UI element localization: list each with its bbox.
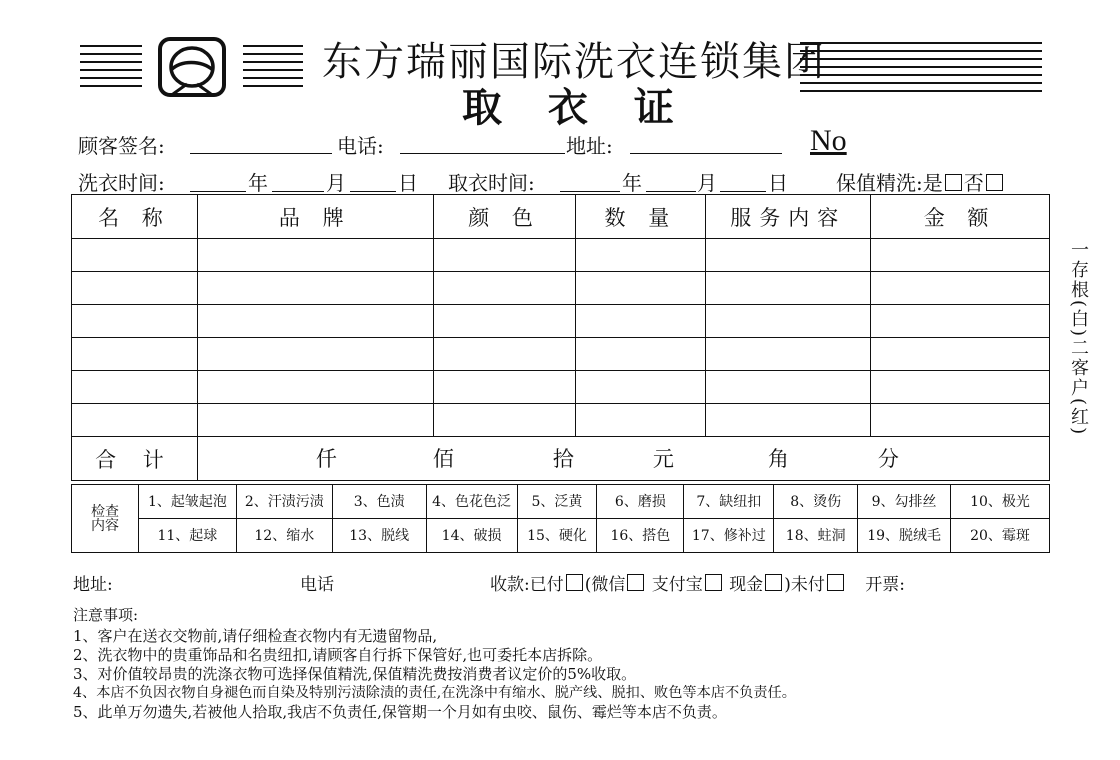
inspection-item[interactable]: 15、硬化 — [517, 519, 597, 553]
cash-label: 现金 — [729, 575, 764, 595]
inspection-item[interactable]: 19、脱绒毛 — [858, 519, 951, 553]
table-header-row — [72, 195, 1050, 239]
table-cell[interactable] — [706, 338, 871, 371]
signature-field[interactable] — [190, 153, 332, 154]
table-cell[interactable] — [433, 338, 576, 371]
premium-yes-label: 是 — [922, 171, 943, 195]
premium-wash-label: 保值精洗: — [836, 171, 923, 195]
total-row — [72, 437, 1050, 481]
unit-thousand: 仟 — [315, 447, 337, 471]
inspection-item[interactable]: 7、缺纽扣 — [684, 485, 774, 519]
unit-jiao: 角 — [767, 447, 789, 471]
table-cell[interactable] — [72, 239, 198, 272]
inspection-item[interactable]: 2、汗渍污渍 — [236, 485, 332, 519]
table-cell[interactable] — [576, 371, 706, 404]
table-cell[interactable] — [72, 305, 198, 338]
hanger-logo-icon — [157, 36, 227, 98]
table-row — [72, 404, 1050, 437]
unit-hundred: 佰 — [432, 447, 454, 471]
phone-label: 电话: — [337, 134, 384, 158]
table-row — [72, 305, 1050, 338]
wechat-label: (微信 — [584, 575, 626, 595]
inspection-item[interactable]: 9、勾排丝 — [858, 485, 951, 519]
phone-field[interactable] — [400, 153, 565, 154]
serial-number-label: No — [810, 124, 847, 157]
inspection-item[interactable]: 4、色花色泛 — [426, 485, 517, 519]
table-cell[interactable] — [871, 338, 1050, 371]
table-cell[interactable] — [197, 272, 433, 305]
payment-label: 收款:已付 — [490, 575, 564, 595]
table-row — [72, 338, 1050, 371]
note-item: 3、对价值较昂贵的洗涤衣物可选择保值精洗,保值精洗费按消费者议定价的5%收取。 — [73, 665, 637, 683]
inspection-item[interactable]: 11、起球 — [138, 519, 236, 553]
table-cell[interactable] — [72, 338, 198, 371]
pickup-year-label: 年 — [622, 171, 642, 195]
pickup-day-label: 日 — [768, 171, 788, 195]
inspection-row-1 — [72, 485, 1050, 519]
table-cell[interactable] — [72, 371, 198, 404]
inspection-item[interactable]: 14、破损 — [426, 519, 517, 553]
table-cell[interactable] — [197, 338, 433, 371]
col-header-service: 服务内容 — [706, 195, 871, 239]
pickup-time-label: 取衣时间: — [448, 171, 535, 195]
table-cell[interactable] — [576, 338, 706, 371]
header-lines-middle — [243, 45, 303, 95]
wash-day-label: 日 — [398, 171, 418, 195]
inspection-item[interactable]: 1、起皱起泡 — [138, 485, 236, 519]
paid-checkbox[interactable] — [566, 574, 583, 591]
table-cell[interactable] — [706, 272, 871, 305]
table-cell[interactable] — [871, 239, 1050, 272]
table-cell[interactable] — [871, 404, 1050, 437]
header-lines-right — [800, 42, 1042, 94]
pickup-month-label: 月 — [697, 171, 717, 195]
premium-yes-checkbox[interactable] — [945, 174, 962, 191]
table-cell[interactable] — [706, 239, 871, 272]
premium-no-checkbox[interactable] — [986, 174, 1003, 191]
wash-time-label: 洗衣时间: — [78, 171, 165, 195]
total-amount-cell[interactable] — [197, 437, 1049, 481]
document-title: 取 衣 证 — [462, 85, 690, 131]
footer-address-label: 地址: — [73, 575, 113, 595]
col-header-name: 名 称 — [72, 195, 198, 239]
alipay-checkbox[interactable] — [705, 574, 722, 591]
table-cell[interactable] — [197, 305, 433, 338]
inspection-row-2 — [72, 519, 1050, 553]
table-cell[interactable] — [706, 404, 871, 437]
col-header-brand: 品 牌 — [197, 195, 433, 239]
table-cell[interactable] — [871, 371, 1050, 404]
pickup-month-field[interactable] — [646, 191, 696, 192]
premium-wash-option — [836, 167, 1005, 196]
signature-label: 顾客签名: — [78, 134, 165, 158]
payment-row — [490, 570, 905, 595]
table-cell[interactable] — [197, 371, 433, 404]
wash-day-field[interactable] — [350, 191, 396, 192]
table-cell[interactable] — [706, 371, 871, 404]
inspection-table — [71, 484, 1050, 553]
table-cell[interactable] — [576, 404, 706, 437]
table-cell[interactable] — [576, 239, 706, 272]
notes-section — [73, 606, 796, 722]
unit-yuan: 元 — [652, 447, 674, 471]
unit-ten: 拾 — [552, 447, 574, 471]
table-cell[interactable] — [433, 305, 576, 338]
address-label: 地址: — [566, 134, 613, 158]
note-item: 4、本店不负因衣物自身褪色而自染及特别污渍除渍的责任,在洗涤中有缩水、脱产线、脱扣、败色等本店不负责任。 — [73, 685, 796, 701]
items-table — [71, 194, 1050, 481]
wash-year-field[interactable] — [190, 191, 246, 192]
table-cell[interactable] — [433, 239, 576, 272]
table-cell[interactable] — [871, 272, 1050, 305]
inspection-item[interactable]: 12、缩水 — [236, 519, 332, 553]
notes-title: 注意事项: — [73, 606, 139, 624]
footer-phone-label: 电话 — [300, 575, 334, 595]
wash-month-label: 月 — [326, 171, 346, 195]
alipay-label: 支付宝 — [651, 575, 703, 595]
inspection-label: 检查内容 — [72, 485, 139, 553]
table-row — [72, 272, 1050, 305]
table-cell[interactable] — [706, 305, 871, 338]
table-cell[interactable] — [72, 272, 198, 305]
table-cell[interactable] — [197, 239, 433, 272]
table-row — [72, 371, 1050, 404]
col-header-amount: 金 额 — [871, 195, 1050, 239]
table-cell[interactable] — [871, 305, 1050, 338]
col-header-color: 颜 色 — [433, 195, 576, 239]
table-cell[interactable] — [433, 371, 576, 404]
company-name: 东方瑞丽国际洗衣连锁集团 — [322, 39, 826, 85]
copy-distribution-note: 一存根(白)二客户(红) — [1068, 240, 1089, 437]
col-header-quantity: 数 量 — [576, 195, 706, 239]
unpaid-checkbox[interactable] — [827, 574, 844, 591]
inspection-item[interactable]: 17、修补过 — [684, 519, 774, 553]
table-cell[interactable] — [433, 404, 576, 437]
header-lines-left — [80, 45, 142, 95]
inspection-item[interactable]: 16、搭色 — [597, 519, 684, 553]
wash-year-label: 年 — [248, 171, 268, 195]
pickup-day-field[interactable] — [720, 191, 766, 192]
wash-month-field[interactable] — [272, 191, 324, 192]
premium-no-label: 否 — [963, 171, 984, 195]
wechat-checkbox[interactable] — [627, 574, 644, 591]
pickup-year-field[interactable] — [560, 191, 620, 192]
table-cell[interactable] — [72, 404, 198, 437]
inspection-item[interactable]: 20、霉斑 — [951, 519, 1050, 553]
note-item: 5、此单万勿遗失,若被他人拾取,我店不负责任,保管期一个月如有虫咬、鼠伤、霉烂等本店不负责。 — [73, 703, 727, 721]
inspection-item[interactable]: 18、蛀洞 — [774, 519, 858, 553]
table-cell[interactable] — [576, 272, 706, 305]
inspection-item[interactable]: 10、极光 — [951, 485, 1050, 519]
inspection-item[interactable]: 6、磨损 — [597, 485, 684, 519]
inspection-item[interactable]: 8、烫伤 — [774, 485, 858, 519]
table-cell[interactable] — [576, 305, 706, 338]
unpaid-label: )未付 — [784, 575, 825, 595]
inspection-item[interactable]: 13、脱线 — [332, 519, 426, 553]
note-item: 2、洗衣物中的贵重饰品和名贵纽扣,请顾客自行拆下保管好,也可委托本店拆除。 — [73, 646, 603, 664]
inspection-item[interactable]: 3、色渍 — [332, 485, 426, 519]
unit-fen: 分 — [877, 447, 899, 471]
address-field[interactable] — [630, 153, 782, 154]
total-label: 合 计 — [72, 437, 198, 481]
note-item: 1、客户在送衣交物前,请仔细检查衣物内有无遗留物品, — [73, 627, 438, 645]
invoice-label: 开票: — [865, 575, 905, 595]
table-cell[interactable] — [433, 272, 576, 305]
inspection-item[interactable]: 5、泛黄 — [517, 485, 597, 519]
cash-checkbox[interactable] — [765, 574, 782, 591]
table-cell[interactable] — [197, 404, 433, 437]
table-row — [72, 239, 1050, 272]
